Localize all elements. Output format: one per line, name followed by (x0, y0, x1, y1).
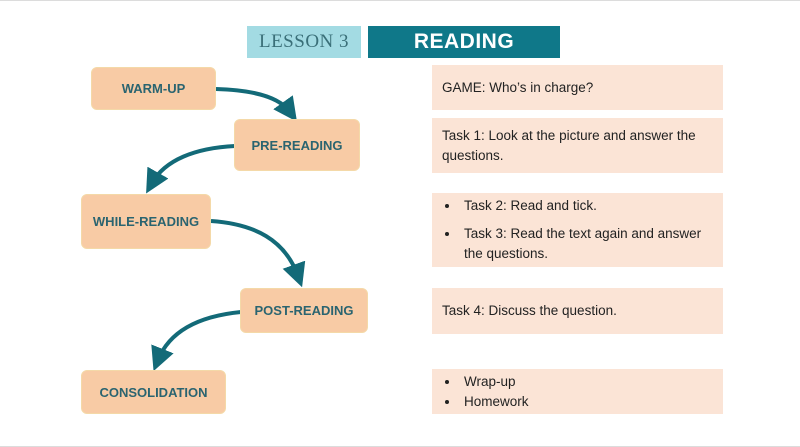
task-warm-up (432, 65, 723, 110)
task-warm-up-text: GAME: Who’s in charge? (442, 79, 594, 95)
task-consolidation-list (442, 372, 713, 412)
arrow-prereading-to-whilereading (152, 146, 235, 183)
task-pre-reading-text: Task 1: Look at the picture and answer the questions. (442, 127, 696, 163)
task-while-reading (432, 193, 723, 267)
lesson-title: READING (368, 26, 560, 58)
stage-consolidation: CONSOLIDATION (81, 370, 226, 414)
arrow-warmup-to-prereading (216, 89, 290, 112)
stage-while-reading: WHILE-READING (81, 194, 211, 249)
lesson-number-tag: LESSON 3 (247, 26, 361, 58)
list-item: • Task 3: Read the text again and answer the questions. (460, 224, 713, 264)
task-pre-reading (432, 118, 723, 173)
list-item: • Homework (460, 392, 713, 412)
arrow-postreading-to-consolidation (158, 312, 241, 360)
stage-pre-reading: PRE-READING (234, 119, 360, 171)
stage-warm-up: WARM-UP (91, 67, 216, 110)
stage-post-reading: POST-READING (240, 288, 368, 333)
task-while-reading-list (442, 196, 713, 264)
arrow-whilereading-to-postreading (211, 221, 298, 276)
task-post-reading-text: Task 4: Discuss the question. (442, 303, 617, 318)
list-item: • Wrap-up (460, 372, 713, 392)
list-item: • Task 2: Read and tick. (460, 196, 713, 216)
task-consolidation (432, 369, 723, 414)
task-post-reading (432, 288, 723, 334)
